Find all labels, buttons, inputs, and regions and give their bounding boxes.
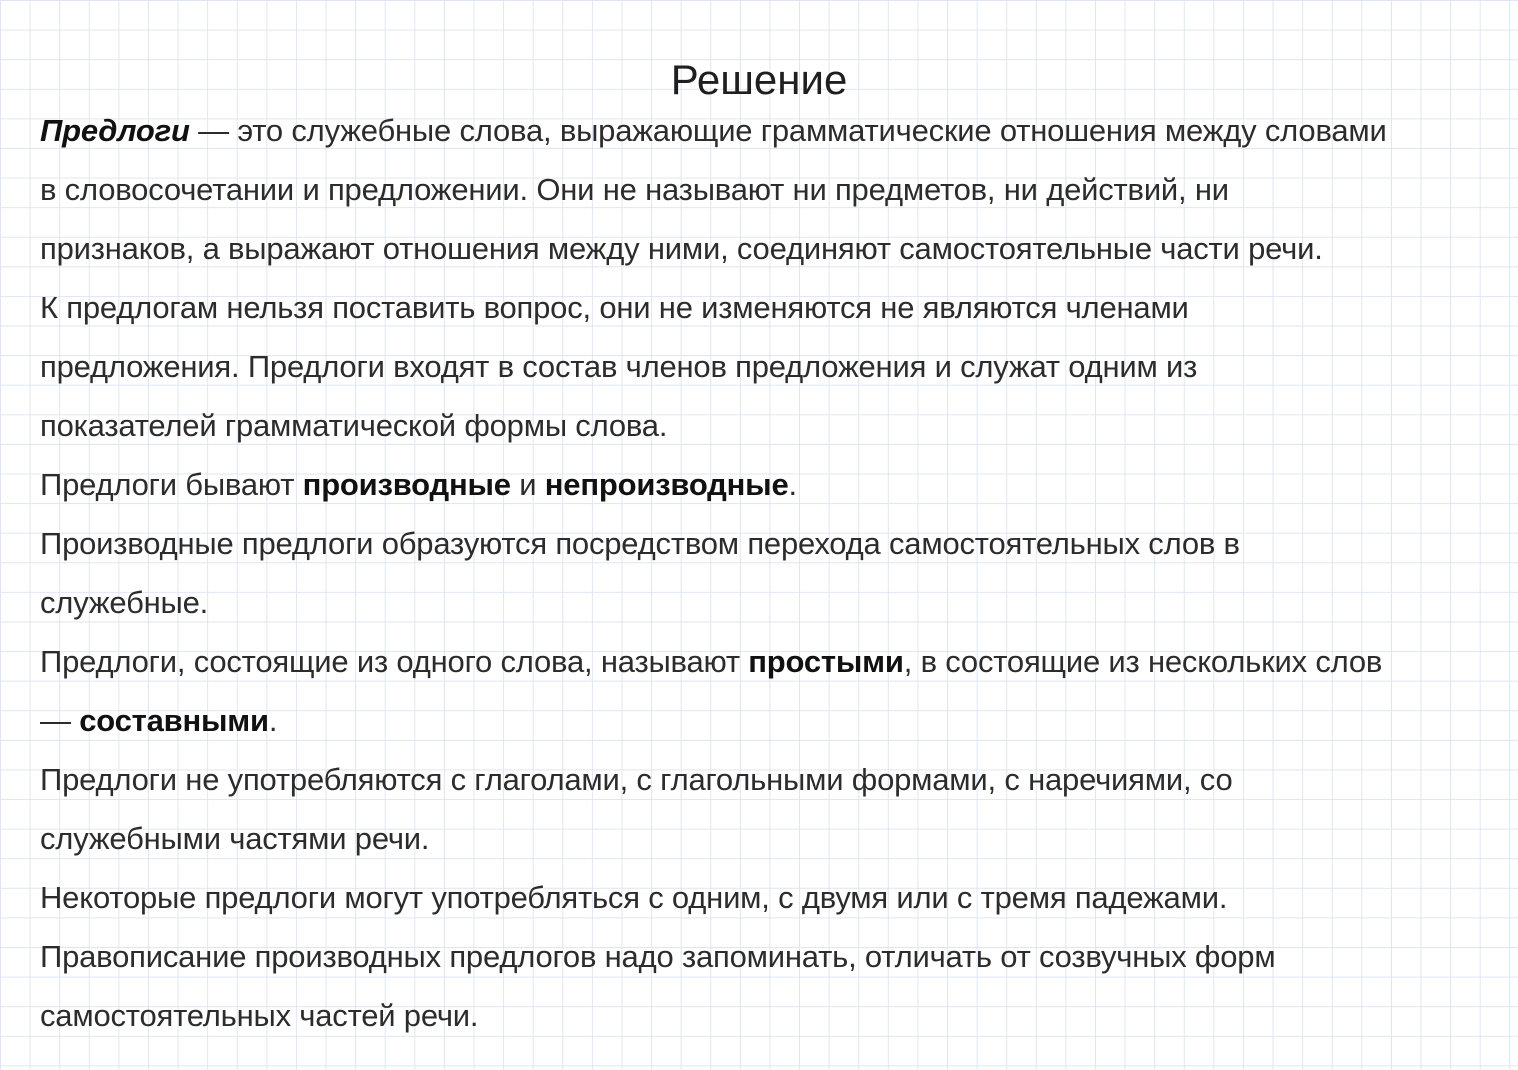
bold-term: непроизводные [544,467,789,502]
text-line [40,691,1500,750]
text-line: Некоторые предлоги могут употребляться с одним, с двумя или с тремя падежами. [40,880,1228,915]
bold-term: производные [302,467,511,502]
text-fragment: — [40,703,80,738]
text-line: признаков, а выражают отношения между ними, соединяют самостоятельные части речи. [40,231,1323,266]
bold-term: составными [79,703,269,738]
text-line: предложения. Предлоги входят в состав членов предложения и служат одним из [40,349,1198,384]
text-fragment: Предлоги бывают [40,467,303,502]
text-fragment: — это служебные слова, выражающие грамматические отношения между словами [189,113,1387,148]
solution-text [40,101,1500,1045]
text-line: Правописание производных предлогов надо запоминать, отличать от созвучных форм [40,939,1276,974]
defined-term: Предлоги [40,113,190,148]
text-line: показателей грамматической формы слова. [40,408,668,443]
text-line [40,101,1500,160]
bold-term: простыми [748,644,904,679]
text-fragment: и [510,467,545,502]
text-line: служебные. [40,585,209,620]
text-line: служебными частями речи. [40,821,430,856]
text-line: самостоятельных частей речи. [40,998,479,1033]
text-fragment: . [788,467,797,502]
text-line: в словосочетании и предложении. Они не называют ни предметов, ни действий, ни [40,172,1229,207]
text-line: Предлоги не употребляются с глаголами, с глагольными формами, с наречиями, со [40,762,1233,797]
text-fragment: Предлоги, состоящие из одного слова, называют [40,644,749,679]
text-line [40,455,1500,514]
text-line: Производные предлоги образуются посредством перехода самостоятельных слов в [40,526,1240,561]
text-line [40,632,1500,691]
text-line: К предлогам нельзя поставить вопрос, они не изменяются не являются членами [40,290,1189,325]
page-title: Решение [670,56,848,104]
text-fragment: , в состоящие из нескольких слов [903,644,1383,679]
text-fragment: . [268,703,278,738]
